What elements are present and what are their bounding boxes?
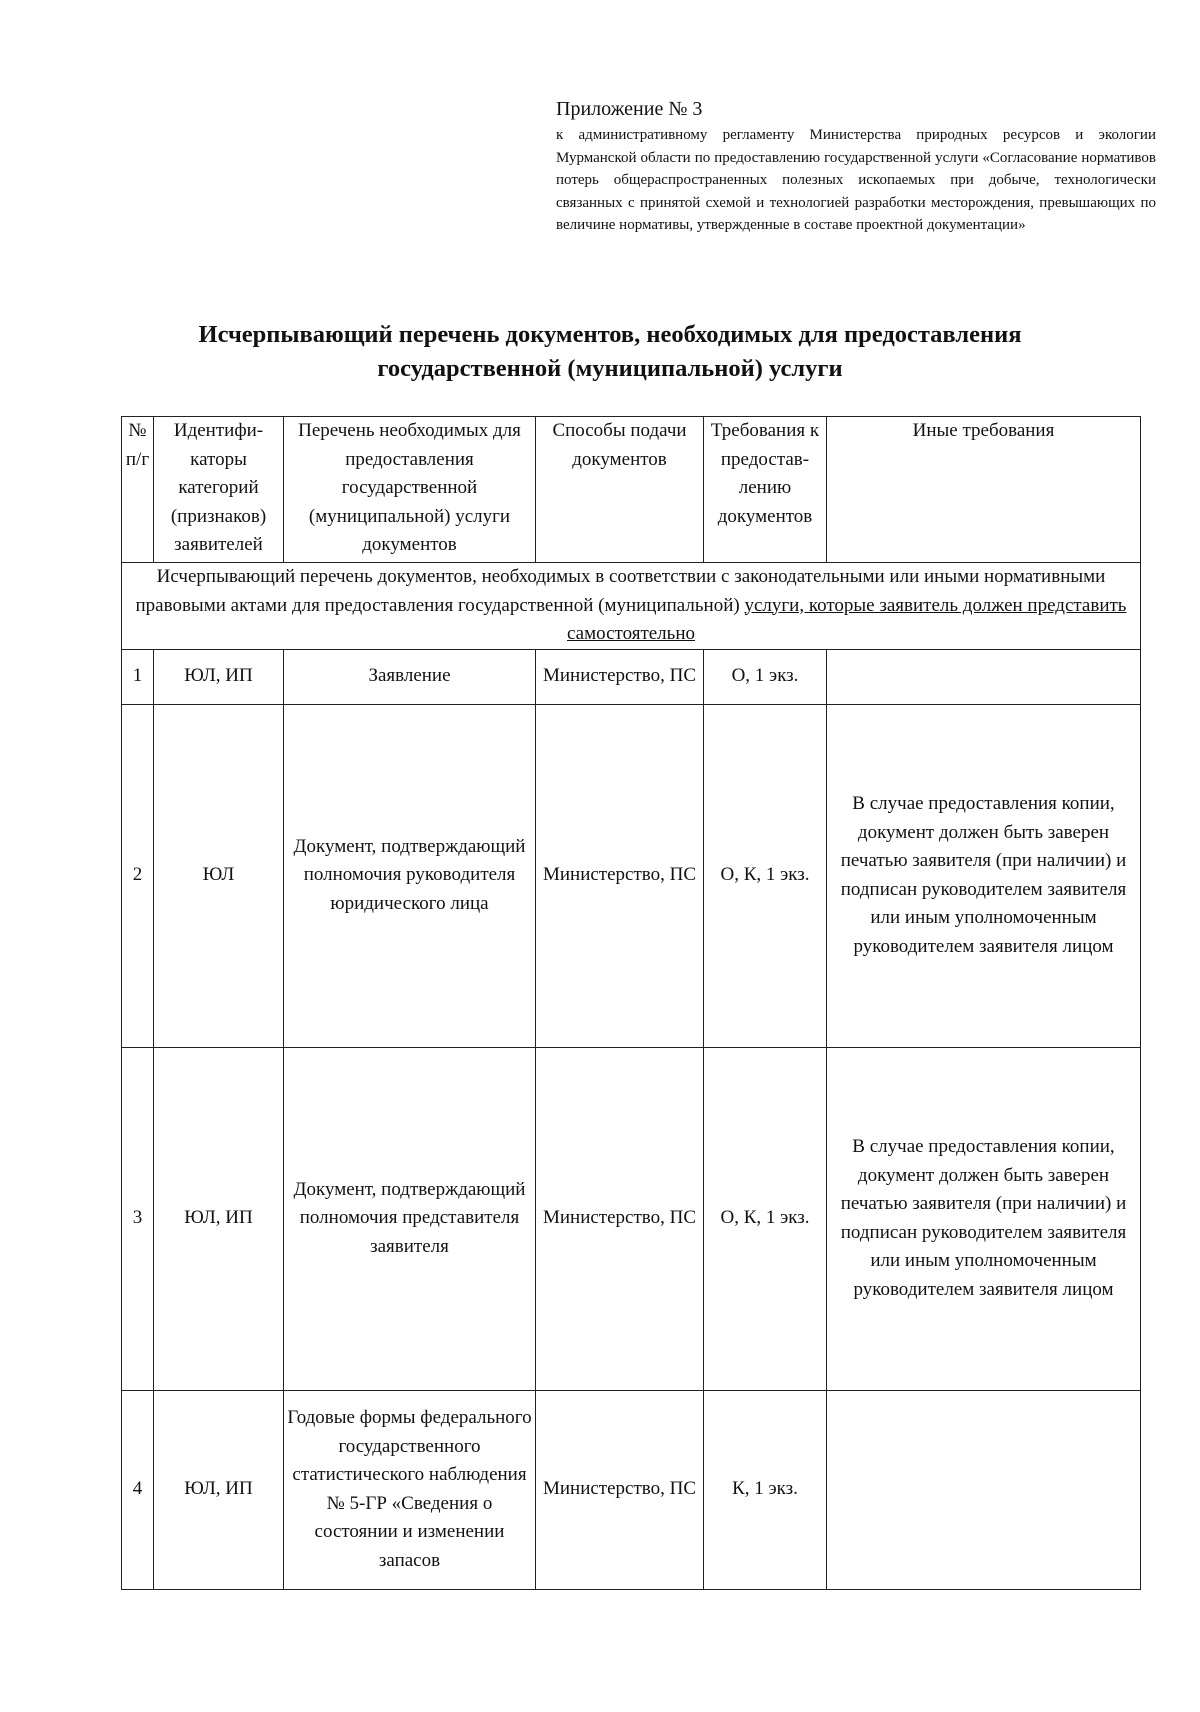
- row-number: 2: [122, 704, 154, 1047]
- appendix-block: [556, 96, 1156, 237]
- row-requirements: О, К, 1 экз.: [704, 704, 827, 1047]
- row-number: 1: [122, 649, 154, 704]
- page-title-line-2: государственной (муниципальной) услуги: [377, 355, 843, 382]
- row-applicants: ЮЛ: [154, 704, 284, 1047]
- section-heading-underlined: услуги, которые заявитель должен представить самостоятельно: [566, 594, 1127, 644]
- row-requirements: К, 1 экз.: [704, 1390, 827, 1589]
- row-submission: Министерство, ПС: [536, 1390, 704, 1589]
- header-number: № п/г: [122, 417, 154, 563]
- row-other: [827, 649, 1141, 704]
- row-requirements: О, 1 экз.: [704, 649, 827, 704]
- row-submission: Министерство, ПС: [536, 704, 704, 1047]
- table-row: [122, 704, 1141, 1047]
- row-document: Документ, подтверждающий полномочия представителя заявителя: [284, 1047, 536, 1390]
- row-document: Годовые формы федерального государственного статистического наблюдения № 5-ГР «Сведения о состоянии и изменении запасов: [284, 1390, 536, 1589]
- row-other: В случае предоставления копии, документ должен быть заверен печатью заявителя (при наличии) и подписан руководителем заявителя или иным уполномоченным руководителем заявителя лицом: [827, 1047, 1141, 1390]
- row-number: 4: [122, 1390, 154, 1589]
- appendix-text: к административному регламенту Министерства природных ресурсов и экологии Мурманской области по предоставлению государственной услуги «Согласование нормативов потерь общераспространенных полезных ископаемых при добыче, технологически связанных с принятой схемой и технологией разработки месторождения, превышающих по величине нормативы, утвержденные в составе проектной документации»: [556, 127, 1156, 233]
- row-applicants: ЮЛ, ИП: [154, 1390, 284, 1589]
- section-heading: [122, 563, 1141, 650]
- row-other: В случае предоставления копии, документ должен быть заверен печатью заявителя (при наличии) и подписан руководителем заявителя или иным уполномоченным руководителем заявителя лицом: [827, 704, 1141, 1047]
- table-row: [122, 649, 1141, 704]
- section-heading-text: Исчерпывающий перечень документов, необходимых в соответствии с законодательными или иными нормативными правовыми актами для предоставления государственной (муниципальной): [135, 566, 1106, 616]
- row-number: 3: [122, 1047, 154, 1390]
- table-row: [122, 1390, 1141, 1589]
- page-title: [110, 318, 1110, 386]
- table-header-row: [122, 417, 1141, 563]
- row-document: Заявление: [284, 649, 536, 704]
- row-submission: Министерство, ПС: [536, 649, 704, 704]
- row-other: [827, 1390, 1141, 1589]
- header-other-requirements: Иные требования: [827, 417, 1141, 563]
- header-document-requirements: Требования к предостав-лению документов: [704, 417, 827, 563]
- row-applicants: ЮЛ, ИП: [154, 649, 284, 704]
- header-document-list: Перечень необходимых для предоставления государственной (муниципальной) услуги документов: [284, 417, 536, 563]
- documents-table: [121, 416, 1141, 1590]
- header-submission-methods: Способы подачи документов: [536, 417, 704, 563]
- appendix-title: Приложение № 3: [556, 98, 703, 120]
- page-title-line-1: Исчерпывающий перечень документов, необходимых для предоставления: [198, 321, 1022, 348]
- row-document: Документ, подтверждающий полномочия руководителя юридического лица: [284, 704, 536, 1047]
- row-requirements: О, К, 1 экз.: [704, 1047, 827, 1390]
- section-row: [122, 563, 1141, 650]
- table-row: [122, 1047, 1141, 1390]
- row-submission: Министерство, ПС: [536, 1047, 704, 1390]
- header-applicant-categories: Идентифи-каторы категорий (признаков) заявителей: [154, 417, 284, 563]
- row-applicants: ЮЛ, ИП: [154, 1047, 284, 1390]
